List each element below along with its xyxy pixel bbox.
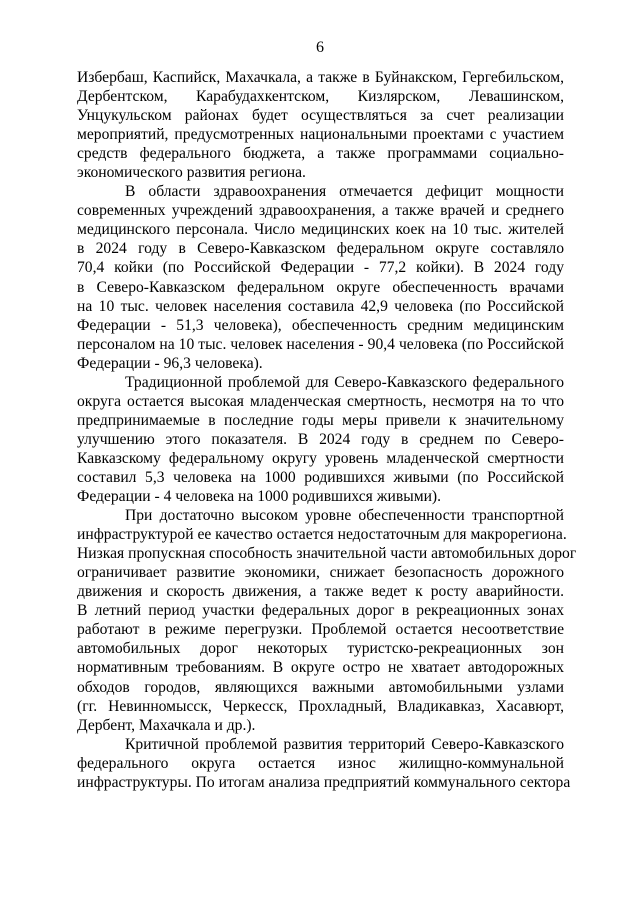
paragraph <box>77 68 564 182</box>
text-line: Федерации - 96,3 человека). <box>77 354 263 372</box>
text-line: округа остается высокая младенческая смертность, несмотря на то что <box>77 392 564 410</box>
text-line: В летний период участки федеральных дорог в рекреационных зонах <box>77 602 564 620</box>
paragraph <box>77 735 571 792</box>
text-line: экономического развития региона. <box>77 164 306 182</box>
text-line: движения и скорость движения, а также ведет к росту аварийности. <box>77 583 564 601</box>
text-line: (гг. Невинномысск, Черкесск, Прохладный, Владикавказ, Хасавюрт, <box>77 697 564 715</box>
text-line: Избербаш, Каспийск, Махачкала, а также в Буйнакском, Гергебильском, <box>77 69 564 86</box>
text-line: Кавказскому федеральному округу уровень младенческой смертности <box>77 449 564 467</box>
paragraph <box>77 182 564 372</box>
text-line: При достаточно высоком уровне обеспеченности транспортной <box>125 507 564 525</box>
text-line: персоналом на 10 тыс. человек населения - 90,4 человека (по Российской <box>77 335 564 353</box>
text-line: Федерации - 4 человека на 1000 родившихся живыми). <box>77 488 442 506</box>
text-line: Федерации - 51,3 человека), обеспеченность средним медицинским <box>77 316 564 334</box>
text-line: 70,4 койки (по Российской Федерации - 77,2 койки). В 2024 году <box>77 259 564 277</box>
text-line: на 10 тыс. человек населения составила 42,9 человека (по Российской <box>77 297 564 315</box>
paragraph <box>77 373 564 506</box>
text-line: в Северо-Кавказском федеральном округе обеспеченность врачами <box>77 278 564 296</box>
text-line: в 2024 году в Северо-Кавказском федеральном округе составляло <box>77 240 564 258</box>
text-line: инфраструктурой ее качество остается недостаточным для макрорегиона. <box>77 526 567 544</box>
text-line: автомобильных дорог некоторых туристско-рекреационных зон <box>77 640 564 658</box>
text-line: федерального округа остается износ жилищно-коммунальной <box>77 754 564 772</box>
text-line: Дербент, Махачкала и др.). <box>77 716 256 734</box>
text-line: Традиционной проблемой для Северо-Кавказского федерального <box>125 373 564 391</box>
document-body <box>77 68 577 792</box>
text-line: составил 5,3 человека на 1000 родившихся живыми (по Российской <box>77 468 564 486</box>
text-line: нормативным требованиям. В округе остро не хватает автодорожных <box>77 659 564 677</box>
text-line: В области здравоохранения отмечается дефицит мощности <box>125 183 564 201</box>
text-line: Дербентском, Карабудахкентском, Кизлярском, Левашинском, <box>77 88 564 106</box>
text-line: обходов городов, являющихся важными автомобильными узлами <box>77 678 564 696</box>
text-line: современных учреждений здравоохранения, а также врачей и среднего <box>77 202 564 220</box>
text-line: средств федерального бюджета, а также программами социально- <box>77 145 564 163</box>
text-line: мероприятий, предусмотренных национальными проектами с участием <box>77 126 564 144</box>
text-line: ограничивает развитие экономики, снижает безопасность дорожного <box>77 564 564 582</box>
text-line: предпринимаемые в последние годы меры привели к значительному <box>77 411 564 429</box>
page-number: 6 <box>316 39 324 56</box>
text-line: работают в режиме перегрузки. Проблемой остается несоответствие <box>77 621 564 639</box>
text-line: Критичной проблемой развития территорий Северо-Кавказского <box>125 735 564 753</box>
text-line: инфраструктуры. По итогам анализа предприятий коммунального сектора <box>77 773 571 791</box>
text-line: Унцукульском районах будет осуществляться за счет реализации <box>77 107 564 125</box>
text-line: Низкая пропускная способность значительной части автомобильных дорог <box>77 545 577 563</box>
text-line: улучшению этого показателя. В 2024 году в среднем по Северо- <box>77 430 564 448</box>
text-line: медицинского персонала. Число медицинских коек на 10 тыс. жителей <box>77 221 564 239</box>
paragraph <box>77 506 577 735</box>
